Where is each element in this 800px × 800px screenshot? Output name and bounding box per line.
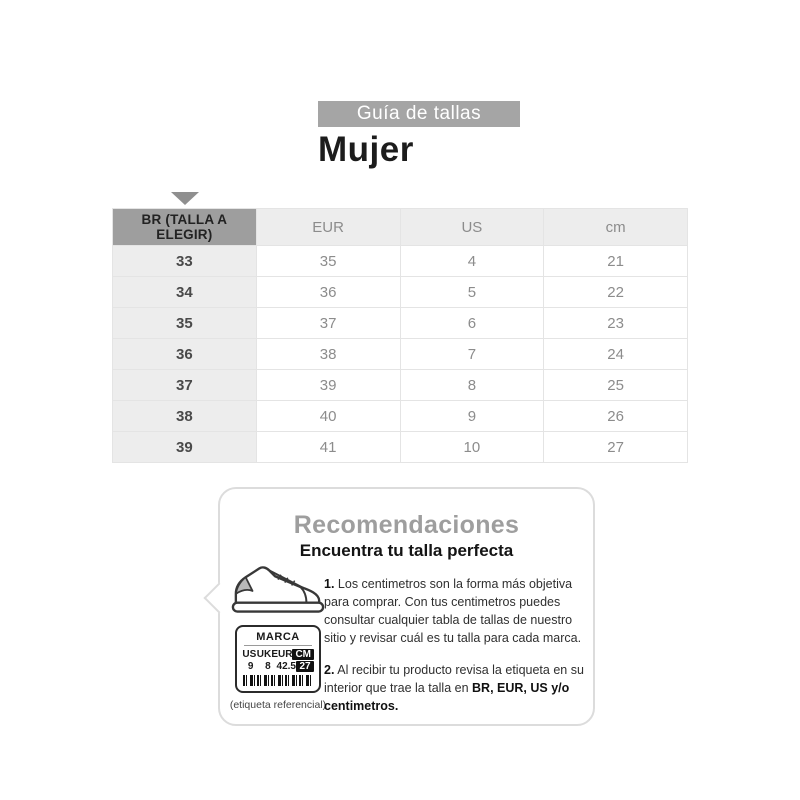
unit-eur: EUR [271,649,293,660]
size-cell-cm: 22 [544,277,688,308]
size-guide-badge: Guía de tallas [318,101,520,127]
size-cell-br: 35 [113,308,257,339]
tip-2-number: 2. [324,662,335,677]
size-cell-br: 36 [113,339,257,370]
sneaker-icon [229,561,327,615]
label-visual [226,561,330,711]
column-header-eur: EUR [256,209,400,246]
value-cm-highlight: 27 [296,661,314,672]
value-us: 9 [247,661,254,672]
size-cell-eur: 38 [256,339,400,370]
label-units-row [242,649,314,660]
size-cell-br: 33 [113,246,257,277]
size-cell-eur: 40 [256,401,400,432]
size-cell-br: 39 [113,432,257,463]
size-cell-eur: 36 [256,277,400,308]
size-cell-us: 5 [400,277,544,308]
recommendations-card [218,487,595,726]
size-label [235,625,321,693]
size-cell-eur: 37 [256,308,400,339]
column-header-cm: cm [544,209,688,246]
label-caption: (etiqueta referencial) [229,699,327,711]
column-header-us: US [400,209,544,246]
size-cell-cm: 27 [544,432,688,463]
table-row [113,401,688,432]
table-row [113,339,688,370]
size-cell-cm: 26 [544,401,688,432]
size-cell-br: 37 [113,370,257,401]
size-cell-us: 8 [400,370,544,401]
size-cell-us: 4 [400,246,544,277]
size-cell-us: 9 [400,401,544,432]
table-row [113,246,688,277]
table-row [113,370,688,401]
table-row [113,277,688,308]
size-cell-cm: 24 [544,339,688,370]
unit-cm-highlight: CM [292,649,314,660]
tip-1-text: Los centimetros son la forma más objetiva para comprar. Con tus centimetros puedes consultar cualquier tabla de tallas de nuestro sitio y revisar cuál es tu talla para cada marca. [324,577,582,646]
brand-name: MARCA [244,631,312,646]
table-row [113,308,688,339]
size-cell-br: 38 [113,401,257,432]
column-pointer-icon [171,192,199,205]
barcode-icon [243,675,313,686]
size-table [112,208,688,463]
tip-1 [324,575,588,648]
table-header-row [113,209,688,246]
unit-us: US [242,649,257,660]
label-values-row [242,661,314,672]
tip-2-text: Al recibir tu producto revisa la etiqueta en su interior que trae la talla en [324,662,584,695]
column-header-br: BR (TALLA A ELEGIR) [113,209,257,246]
page-title: Mujer [318,130,414,169]
size-cell-cm: 23 [544,308,688,339]
size-cell-us: 7 [400,339,544,370]
size-cell-us: 10 [400,432,544,463]
tip-2-bold-text: BR, EUR, US y/o centimetros. [324,680,570,713]
tip-1-number: 1. [324,577,335,591]
unit-uk: UK [256,649,272,660]
value-eur: 42.5 [276,661,296,672]
tip-2 [324,661,588,715]
tips-list [324,575,588,728]
size-cell-eur: 41 [256,432,400,463]
card-title: Recomendaciones [293,511,520,539]
size-cell-us: 6 [400,308,544,339]
size-cell-br: 34 [113,277,257,308]
size-cell-cm: 21 [544,246,688,277]
value-uk: 8 [265,661,271,672]
card-subtitle: Encuentra tu talla perfecta [299,541,514,560]
size-cell-eur: 35 [256,246,400,277]
table-row [113,432,688,463]
size-cell-cm: 25 [544,370,688,401]
size-cell-eur: 39 [256,370,400,401]
